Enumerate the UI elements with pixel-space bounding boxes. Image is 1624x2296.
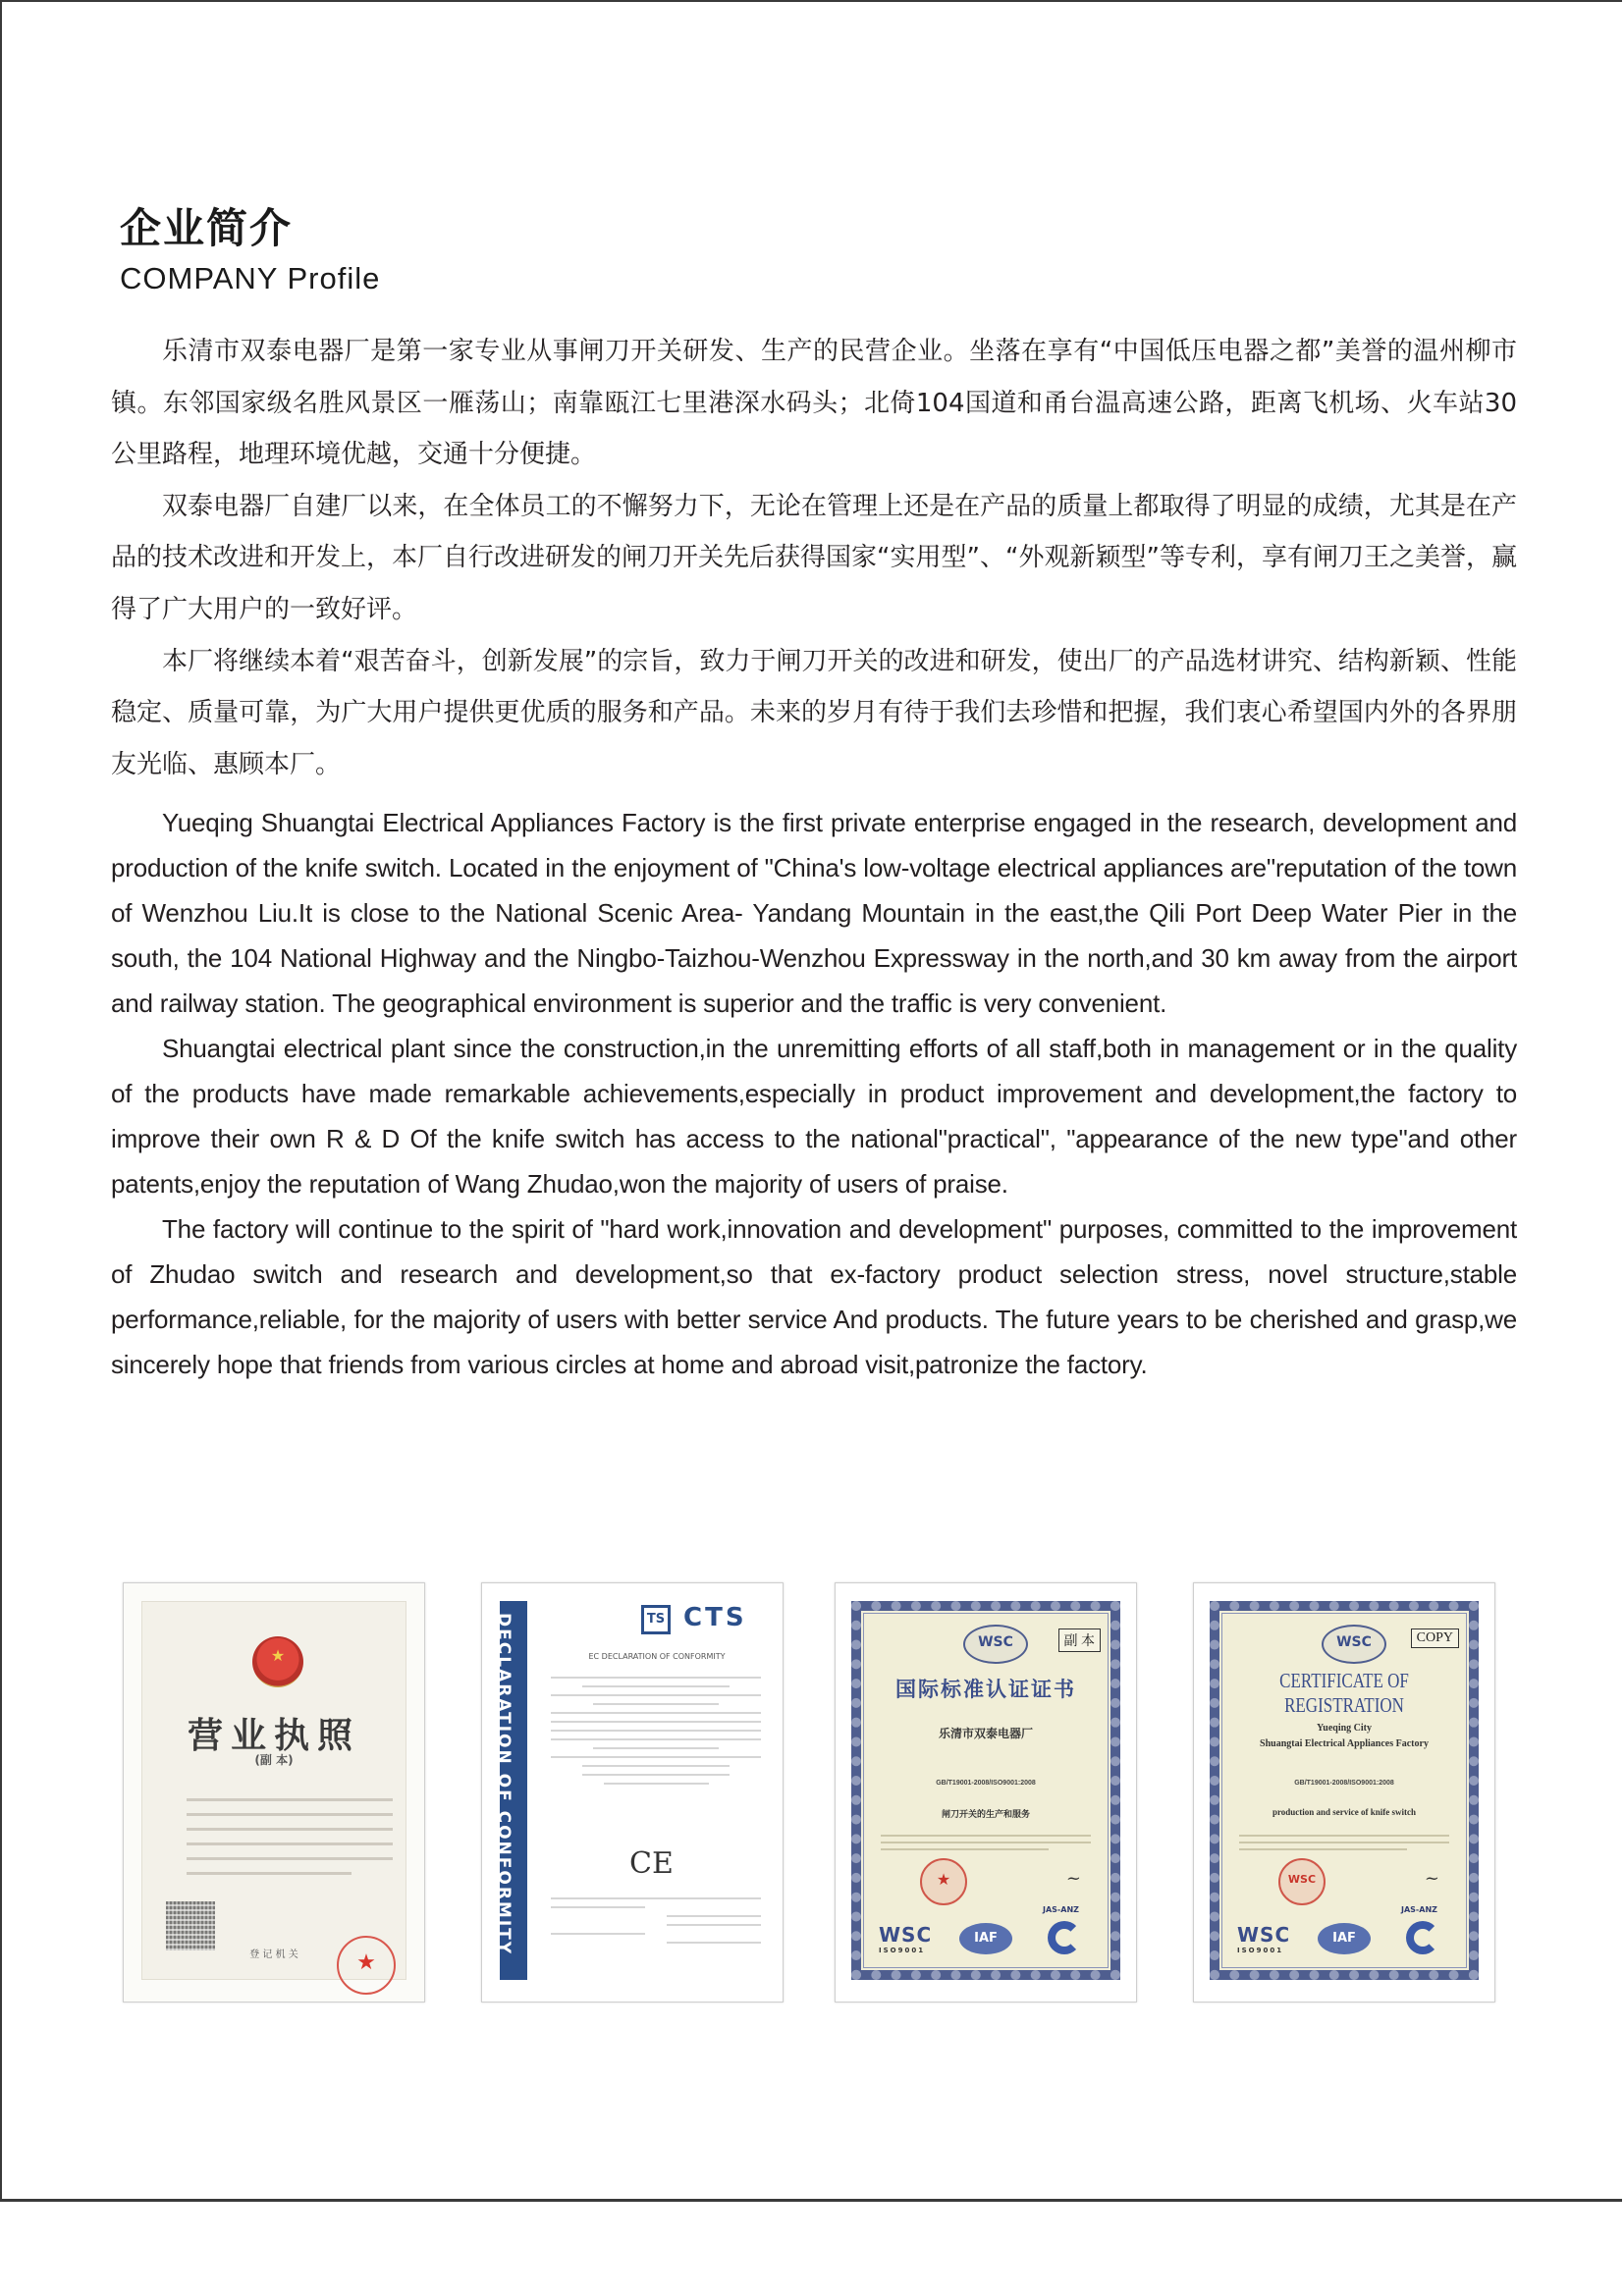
- intro-en-paragraph-2: Shuangtai electrical plant since the construction,in the unremitting efforts of all staff,both in management or in the quality of the products have made remarkable achievements,especially in product improvement and development,the factory to improve their own R & D Of the knife switch has access to the national"practical", "appearance of the new type"and other patents,enjoy the reputation of Wang Zhudao,won the majority of users of praise.: [111, 1034, 1517, 1199]
- official-seal-icon: ★: [337, 1936, 396, 1995]
- qr-code-icon: [166, 1901, 215, 1950]
- cts-brand: CTS: [683, 1603, 747, 1632]
- certificate-title: CERTIFICATE OF REGISTRATION: [1279, 1669, 1409, 1717]
- jas-anz-label: JAS-ANZ: [1043, 1905, 1079, 1914]
- intro-english: [111, 800, 1517, 1387]
- certificate-fine-print: [1239, 1835, 1449, 1855]
- certificate-scope: 闸刀开关的生产和服务: [941, 1810, 1030, 1820]
- wsc-badge-icon: WSC: [1322, 1625, 1386, 1664]
- intro-en-paragraph-1: Yueqing Shuangtai Electrical Appliances Factory is the first private enterprise engaged in the research, development and production of the knife switch. Located in the enjoyment of "China's low-voltage electrical appliances are"reputation of the town of Wenzhou Liu.It is close to the National Scenic Area- Yandang Mountain in the east,the Qili Port Deep Water Pier in the south, the 104 National Highway and the Ningbo-Taizhou-Wenzhou Expressway in the north,and 30 km away from the airport and railway station. The geographical environment is superior and the traffic is very convenient.: [111, 808, 1517, 1018]
- page-title-en: COMPANY Profile: [120, 261, 381, 295]
- wsc-logo-icon: WSC: [879, 1923, 933, 1947]
- jas-anz-logo-icon: [1406, 1921, 1439, 1954]
- certificate-company: [1219, 1721, 1469, 1752]
- iso-certificate-en-image: [1193, 1582, 1495, 2002]
- intro-cn-paragraph-3: 本厂将继续本着“艰苦奋斗，创新发展”的宗旨，致力于闸刀开关的改进和研发，使出厂的产品选材讲究、结构新颖、性能稳定、质量可靠，为广大用户提供更优质的服务和产品。未来的岁月有待于我们去珍惜和把握，我们衷心希望国内外的各界朋友光临、惠顾本厂。: [111, 646, 1517, 779]
- license-paper: [141, 1601, 406, 1980]
- signature: ~: [1065, 1868, 1081, 1889]
- copy-label: COPY: [1411, 1629, 1459, 1648]
- iaf-logo-icon: IAF: [1318, 1923, 1371, 1954]
- license-subtitle: (副 本): [254, 1753, 294, 1767]
- certificate-fine-print: [881, 1835, 1091, 1855]
- certificate-standard: GB/T19001-2008/ISO9001:2008: [1294, 1780, 1394, 1787]
- company-line-2: Shuangtai Electrical Appliances Factory: [1260, 1738, 1429, 1749]
- emblem-star-icon: ★: [270, 1646, 286, 1665]
- intro-cn-paragraph-1: 乐清市双泰电器厂是第一家专业从事闸刀开关研发、生产的民营企业。坐落在享有“中国低压电器之都”美誉的温州柳市镇。东邻国家级名胜风景区一雁荡山；南靠瓯江七里港深水码头；北倚104国道和甬台温高速公路，距离飞机场、火车站30公里路程，地理环境优越，交通十分便捷。: [111, 337, 1517, 470]
- intro-cn-paragraph-2: 双泰电器厂自建厂以来，在全体员工的不懈努力下，无论在管理上还是在产品的质量上都取得了明显的成绩，尤其是在产品的技术改进和开发上，本厂自行改进研发的闸刀开关先后获得国家“实用型”、“外观新颖型”等专利，享有闸刀王之美誉，赢得了广大用户的一致好评。: [111, 491, 1517, 624]
- license-title: 营业执照: [187, 1716, 360, 1756]
- certificate-border: [1210, 1601, 1479, 1980]
- iso9001-label: ISO9001: [1237, 1947, 1284, 1954]
- certificate-standard: GB/T19001-2008/ISO9001:2008: [936, 1780, 1036, 1787]
- wsc-logo-icon: WSC: [1237, 1923, 1291, 1947]
- wsc-badge-icon: WSC: [963, 1625, 1028, 1664]
- iaf-logo-icon: IAF: [959, 1923, 1012, 1954]
- copy-label: 副 本: [1058, 1629, 1102, 1652]
- ce-mark-icon: CE: [629, 1846, 674, 1881]
- official-seal-icon: ★: [920, 1858, 967, 1905]
- intro-en-paragraph-3: The factory will continue to the spirit of "hard work,innovation and development" purposes, committed to the improvement of Zhudao switch and research and development,so that ex-factory product selection stress, novel structure,stable performance,reliable, for the majority of users with better service And products. The future years to be cherished and grasp,we sincerely hope that friends from various circles at home and abroad visit,patronize the factory.: [111, 1214, 1517, 1379]
- certificate-title: 国际标准认证证书: [895, 1678, 1076, 1701]
- ce-text-lines: [551, 1677, 761, 1791]
- signature: ~: [1424, 1868, 1439, 1889]
- national-emblem-icon: [252, 1636, 303, 1687]
- certificate-gallery: [0, 1582, 1624, 2004]
- cts-logo-icon: TS: [641, 1605, 671, 1634]
- jas-anz-label: JAS-ANZ: [1401, 1905, 1437, 1914]
- ce-footer-lines: [551, 1897, 761, 1950]
- registration-authority-label: 登 记 机 关: [249, 1949, 298, 1960]
- ce-declaration-image: [481, 1582, 784, 2002]
- company-line-1: Yueqing City: [1316, 1723, 1373, 1734]
- ce-heading: EC DECLARATION OF CONFORMITY: [588, 1652, 726, 1661]
- business-license-image: [123, 1582, 425, 2002]
- certificate-company: 乐清市双泰电器厂: [938, 1727, 1033, 1740]
- license-text-lines: [187, 1798, 393, 1887]
- intro-chinese: [111, 326, 1517, 790]
- jas-anz-logo-icon: [1048, 1921, 1081, 1954]
- declaration-band-text: DECLARATION OF CONFORMITY: [494, 1613, 514, 1956]
- certificate-border: [851, 1601, 1120, 1980]
- wsc-seal-icon: WSC: [1278, 1858, 1326, 1905]
- iso-certificate-cn-image: [835, 1582, 1137, 2002]
- certificate-scope: production and service of knife switch: [1272, 1807, 1417, 1817]
- iso9001-label: ISO9001: [879, 1947, 926, 1954]
- page-title-cn: 企业简介: [120, 204, 294, 252]
